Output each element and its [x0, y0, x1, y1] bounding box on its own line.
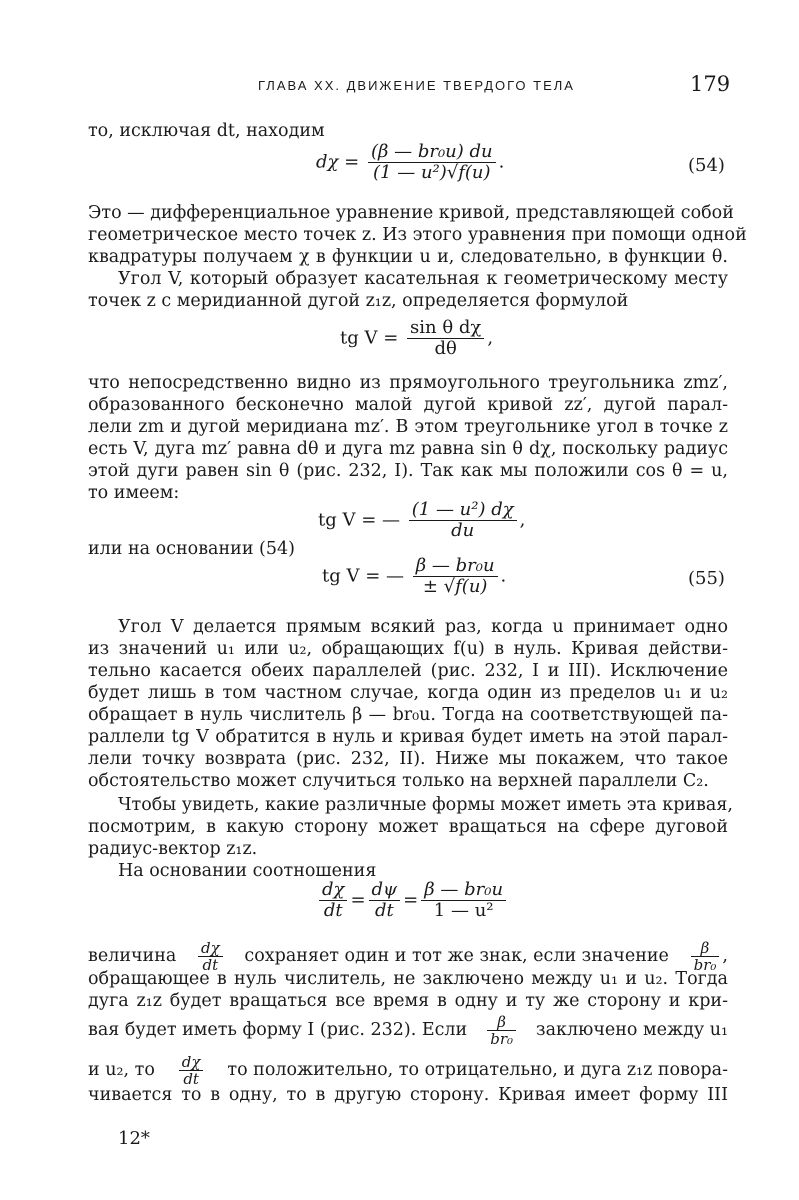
- text-line-with-fraction: вая будет иметь форму I (рис. 232). Если $\frac{\beta}{\text{br₀}}$ заключено между u₁: [88, 1012, 728, 1048]
- text-line: то имеем:: [88, 483, 180, 503]
- text-line: обстоятельство может случиться только на верхней параллели C₂.: [88, 771, 709, 791]
- text-line: раллели tg V обратится в нуль и кривая будет иметь на этой парал-: [88, 727, 728, 747]
- text-line: На основании соотношения: [118, 861, 377, 881]
- equation-dchi-dt: $\frac{d\chi}{dt}$ = $\frac{d\psi}{dt}$ = $\frac{\text{β — br₀u}}{\text{1 — u²}}$: [316, 880, 509, 921]
- text-line: лели точку возврата (рис. 232, II). Ниже мы покажем, что такое: [88, 749, 728, 769]
- text-line: обращающее в нуль числитель, не заключено между u₁ и u₂. Тогда: [88, 969, 728, 989]
- text-line: образованного бесконечно малой дугой кривой zz′, дугой парал-: [88, 395, 728, 415]
- text-line: из значений u₁ или u₂, обращающих f(u) в нуль. Кривая действи-: [88, 639, 728, 659]
- text-line: радиус-вектор z₁z.: [88, 839, 258, 859]
- page-number: 179: [690, 72, 731, 96]
- page-header: [0, 72, 799, 102]
- text-line: этой дуги равен sin θ (рис. 232, I). Так как мы положили cos θ = u,: [88, 461, 728, 481]
- text-line: Чтобы увидеть, какие различные формы может иметь эта кривая,: [118, 795, 733, 815]
- text-line: есть V, дуга mz′ равна dθ и дуга mz равна sin θ dχ, поскольку радиус: [88, 439, 728, 459]
- text-line: квадратуры получаем χ в функции u и, следовательно, в функции θ.: [88, 247, 728, 267]
- equation-55: tg V = — $\frac{\text{β — br₀u}}{\pm √f(u)}$ .: [322, 555, 507, 597]
- text-line-with-fractions: величина $\frac{d\chi}{dt}$ сохраняет один и тот же знак, если значение $\frac{\beta}{\text{br₀}}$ ,: [88, 938, 728, 974]
- text-line: будет лишь в том частном случае, когда один из пределов u₁ и u₂: [88, 683, 728, 703]
- text-line: посмотрим, в какую сторону может вращаться на сфере дуговой: [88, 817, 728, 837]
- text-line: или на основании (54): [88, 539, 295, 559]
- text-line: тельно касается обеих параллелей (рис. 232, I и III). Исключение: [88, 661, 728, 681]
- text-line: точек z с меридианной дугой z₁z, определяется формулой: [88, 291, 629, 311]
- text-line: Угол V делается прямым всякий раз, когда u принимает одно: [118, 617, 728, 637]
- text-line: геометрическое место точек z. Из этого уравнения при помощи одной: [88, 225, 747, 245]
- text-line: что непосредственно видно из прямоугольного треугольника zmz′,: [88, 373, 728, 393]
- text-line: обращает в нуль числитель β — br₀u. Тогда на соответствующей па-: [88, 705, 728, 725]
- text-line: Угол V, который образует касательная к геометрическому месту: [118, 269, 728, 289]
- signature-mark: 12*: [118, 1128, 150, 1149]
- equation-number-54: (54): [688, 155, 725, 176]
- text-line-with-fraction: и u₂, то $\frac{d\chi}{dt}$ то положительно, то отрицательно, и дуга z₁z повора-: [88, 1052, 728, 1088]
- text-line: чивается то в одну, то в другую сторону. Кривая имеет форму III: [88, 1085, 728, 1105]
- text-line: то, исключая dt, находим: [88, 121, 325, 141]
- equation-number-55: (55): [688, 568, 725, 589]
- equation-tgV-2: tg V = — $\frac{\text{(1 — u²) dχ}}{du}$ ,: [318, 499, 526, 541]
- running-head: ГЛАВА XX. ДВИЖЕНИЕ ТВЕРДОГО ТЕЛА: [258, 78, 575, 93]
- text-line: Это — дифференциальное уравнение кривой, представляющей собой: [88, 203, 734, 223]
- text-line: дуга z₁z будет вращаться все время в одну и ту же сторону и кри-: [88, 991, 728, 1011]
- equation-54: dχ = $\frac{\text{(β — br₀u) du}}{\text{(1 — u²)√f(u)}}$ .: [316, 141, 505, 183]
- equation-tgV-1: tg V = $\frac{\text{sin θ dχ}}{d\theta}$ ,: [340, 317, 494, 359]
- text-line: лели zm и дугой меридиана mz′. В этом треугольнике угол в точке z: [88, 417, 728, 437]
